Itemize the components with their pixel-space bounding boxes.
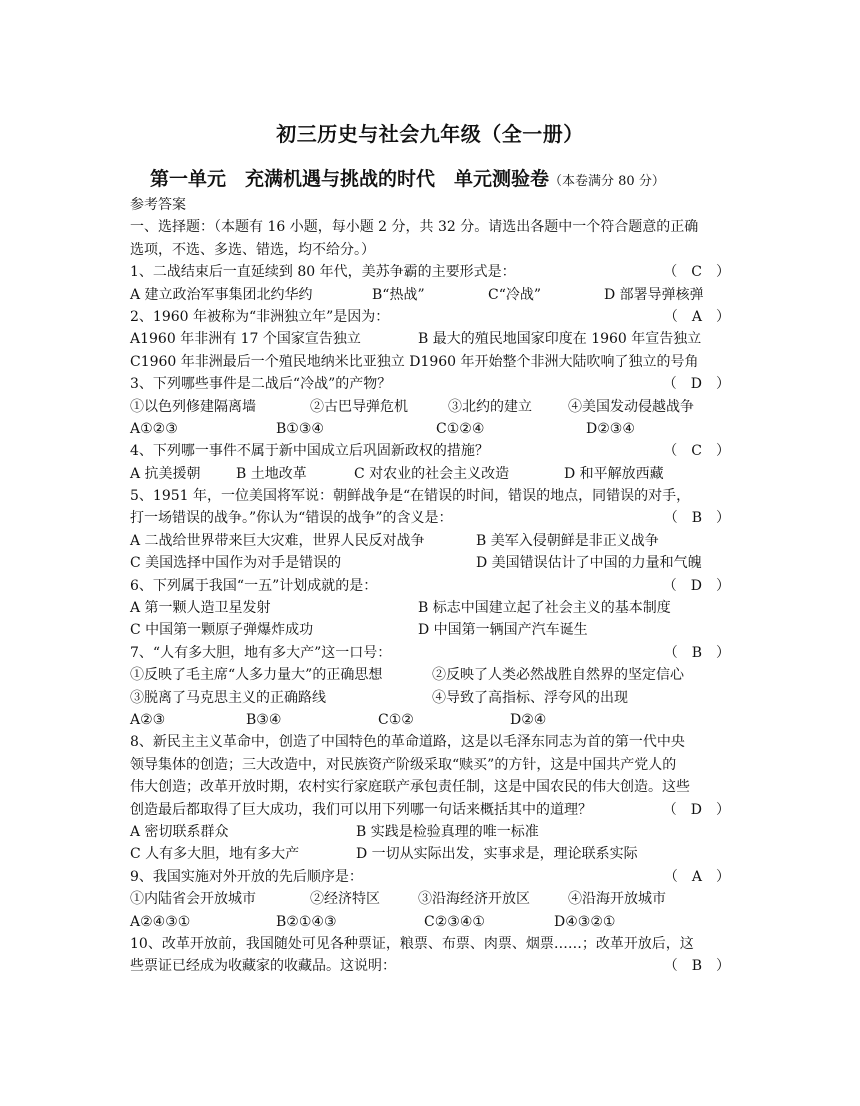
question-5-line-1: 5、1951 年，一位美国将军说：朝鲜战争是“在错误的时间，错误的地点，同错误的对手， xyxy=(130,488,691,505)
section-intro-line: 选项，不选、多选、错选，均不给分。） xyxy=(130,241,375,258)
question-5-line-2 xyxy=(130,507,730,529)
option-b: B①③④ xyxy=(276,420,324,437)
question-9-items xyxy=(130,888,730,910)
item-3: ③脱离了马克思主义的正确路线 xyxy=(130,689,326,706)
question-10-line-2 xyxy=(130,955,730,977)
option-d: D 中国第一辆国产汽车诞生 xyxy=(418,622,588,639)
option-c: C“冷战” xyxy=(488,286,542,303)
item-1: ①以色列修建隔离墙 xyxy=(130,398,256,415)
question-7 xyxy=(130,642,730,664)
item-2: ②反映了人类必然战胜自然界的坚定信心 xyxy=(432,667,684,684)
question-7-items-34 xyxy=(130,687,730,709)
option-a: A①②③ xyxy=(130,420,178,437)
unit-title xyxy=(150,164,665,191)
answer-key: （ C ） xyxy=(663,264,730,281)
option-a: A1960 年非洲有 17 个国家宣告独立 xyxy=(130,331,361,348)
answer-key: （ B ） xyxy=(663,510,730,527)
option-d: D④③②① xyxy=(554,913,616,930)
answer-key: （ D ） xyxy=(662,577,730,594)
question-6-options-ab xyxy=(130,597,730,619)
option-a: A②④③① xyxy=(130,913,191,930)
question-stem: 6、下列属于我国“一五”计划成就的是： xyxy=(130,577,378,594)
question-3-items xyxy=(130,396,730,418)
answer-key: （ C ） xyxy=(663,443,730,460)
option-d: D 部署导弹核弹 xyxy=(604,286,704,303)
answer-key: （ B ） xyxy=(663,644,730,661)
option-b: B③④ xyxy=(246,711,282,728)
option-c: C 中国第一颗原子弹爆炸成功 xyxy=(130,622,314,639)
question-8-options-cd xyxy=(130,843,730,865)
item-1: ①反映了毛主席“人多力量大”的正确思想 xyxy=(130,667,383,684)
answer-heading: 参考答案 xyxy=(130,197,186,213)
question-8-options-ab xyxy=(130,821,730,843)
question-6-options-cd xyxy=(130,619,730,641)
question-5-options-ab xyxy=(130,530,730,552)
question-10-line-1: 10、改革开放前，我国随处可见各种票证，粮票、布票、肉票、烟票……；改革开放后，这 xyxy=(130,935,694,952)
question-3 xyxy=(130,373,730,395)
score-note: （本卷满分 80 分） xyxy=(549,174,665,189)
item-2: ②经济特区 xyxy=(310,891,380,908)
option-d: D 一切从实际出发，实事求是，理论联系实际 xyxy=(356,846,638,863)
question-1-options xyxy=(130,284,730,306)
question-stem: 9、我国实施对外开放的先后顺序是： xyxy=(130,868,363,885)
question-8-line-2: 领导集体的创造；三大改造中，对民族资产阶级采取“赎买”的方针，这是中国共产党人的 xyxy=(130,756,677,773)
option-d: D 和平解放西藏 xyxy=(564,465,664,482)
option-b: B 土地改革 xyxy=(236,465,307,482)
question-stem: 3、下列哪些事件是二战后“冷战”的产物？ xyxy=(130,376,392,393)
question-9-options xyxy=(130,911,730,933)
option-c: C 美国选择中国作为对手是错误的 xyxy=(130,555,342,572)
question-8-line-1: 8、新民主主义革命中，创造了中国特色的革命道路，这是以毛泽东同志为首的第一代中央 xyxy=(130,734,685,751)
item-2: ②古巴导弹危机 xyxy=(310,398,408,415)
item-4: ④美国发动侵越战争 xyxy=(568,398,694,415)
option-a: A 建立政治军事集团北约华约 xyxy=(130,286,313,303)
option-d: D②④ xyxy=(510,711,547,728)
item-4: ④导致了高指标、浮夸风的出现 xyxy=(432,689,628,706)
document-title: 初三历史与社会九年级（全一册） xyxy=(276,122,584,146)
section-intro-line: 一、选择题：（本题有 16 小题，每小题 2 分，共 32 分。请选出各题中一个符合题意的正确 xyxy=(130,219,699,236)
answer-key: （ A ） xyxy=(663,868,730,885)
question-1 xyxy=(130,261,730,283)
option-a: A 密切联系群众 xyxy=(130,823,229,840)
question-4 xyxy=(130,440,730,462)
question-stem: 打一场错误的战争。”你认为“错误的战争”的含义是： xyxy=(130,510,453,527)
option-c: C②③④① xyxy=(424,913,485,930)
item-3: ③北约的建立 xyxy=(448,398,532,415)
answer-content xyxy=(130,194,730,978)
answer-key: （ B ） xyxy=(663,958,730,975)
answer-key: （ D ） xyxy=(662,801,730,818)
question-4-options xyxy=(130,463,730,485)
question-7-items-12 xyxy=(130,664,730,686)
option-c: C①② xyxy=(378,711,414,728)
question-8-line-3: 伟大创造；改革开放时期，农村实行家庭联产承包责任制，这是中国农民的伟大创造。这些 xyxy=(130,779,690,796)
option-b: B 最大的殖民地国家印度在 1960 年宣告独立 xyxy=(418,331,702,348)
question-5-options-cd xyxy=(130,552,730,574)
question-stem: 些票证已经成为收藏家的收藏品。这说明： xyxy=(130,958,396,975)
option-a: A 第一颗人造卫星发射 xyxy=(130,600,271,617)
option-c: C①②④ xyxy=(436,420,485,437)
option-b: B 标志中国建立起了社会主义的基本制度 xyxy=(418,600,671,617)
option-d: D②③④ xyxy=(586,420,635,437)
option-b: B 美军入侵朝鲜是非正义战争 xyxy=(476,532,659,549)
question-stem: 7、“人有多大胆，地有多大产”这一口号： xyxy=(130,644,392,661)
question-stem: 创造最后都取得了巨大成功，我们可以用下列哪一句话来概括其中的道理？ xyxy=(130,801,592,818)
item-4: ④沿海开放城市 xyxy=(568,891,666,908)
item-1: ①内陆省会开放城市 xyxy=(130,891,256,908)
option-a: A 抗美援朝 xyxy=(130,465,201,482)
option-d: D 美国错误估计了中国的力量和气魄 xyxy=(476,555,702,572)
question-9 xyxy=(130,866,730,888)
answer-key: （ A ） xyxy=(663,308,730,325)
question-3-options xyxy=(130,418,730,440)
question-7-options xyxy=(130,709,730,731)
option-b: B“热战” xyxy=(372,286,425,303)
option-a: A 二战给世界带来巨大灾难，世界人民反对战争 xyxy=(130,532,425,549)
option-b: B 实践是检验真理的唯一标准 xyxy=(356,823,539,840)
unit-title-text: 第一单元 充满机遇与挑战的时代 单元测验卷 xyxy=(150,168,550,190)
question-stem: 4、下列哪一事件不属于新中国成立后巩固新政权的措施？ xyxy=(130,443,489,460)
option-c: C 对农业的社会主义改造 xyxy=(354,465,510,482)
option-a: A②③ xyxy=(130,711,166,728)
question-stem: 2、1960 年被称为“非洲独立年”是因为： xyxy=(130,308,390,325)
answer-key: （ D ） xyxy=(662,376,730,393)
question-stem: 1、二战结束后一直延续到 80 年代，美苏争霸的主要形式是： xyxy=(130,264,516,281)
question-8-line-4 xyxy=(130,799,730,821)
question-2-options-cd: C1960 年非洲最后一个殖民地纳米比亚独立 D1960 年开始整个非洲大陆吹响了独立的号角 xyxy=(130,353,699,370)
item-3: ③沿海经济开放区 xyxy=(418,891,530,908)
question-2-options xyxy=(130,328,730,350)
question-6 xyxy=(130,575,730,597)
question-2 xyxy=(130,306,730,328)
option-b: B②①④③ xyxy=(276,913,337,930)
option-c: C 人有多大胆，地有多大产 xyxy=(130,846,300,863)
